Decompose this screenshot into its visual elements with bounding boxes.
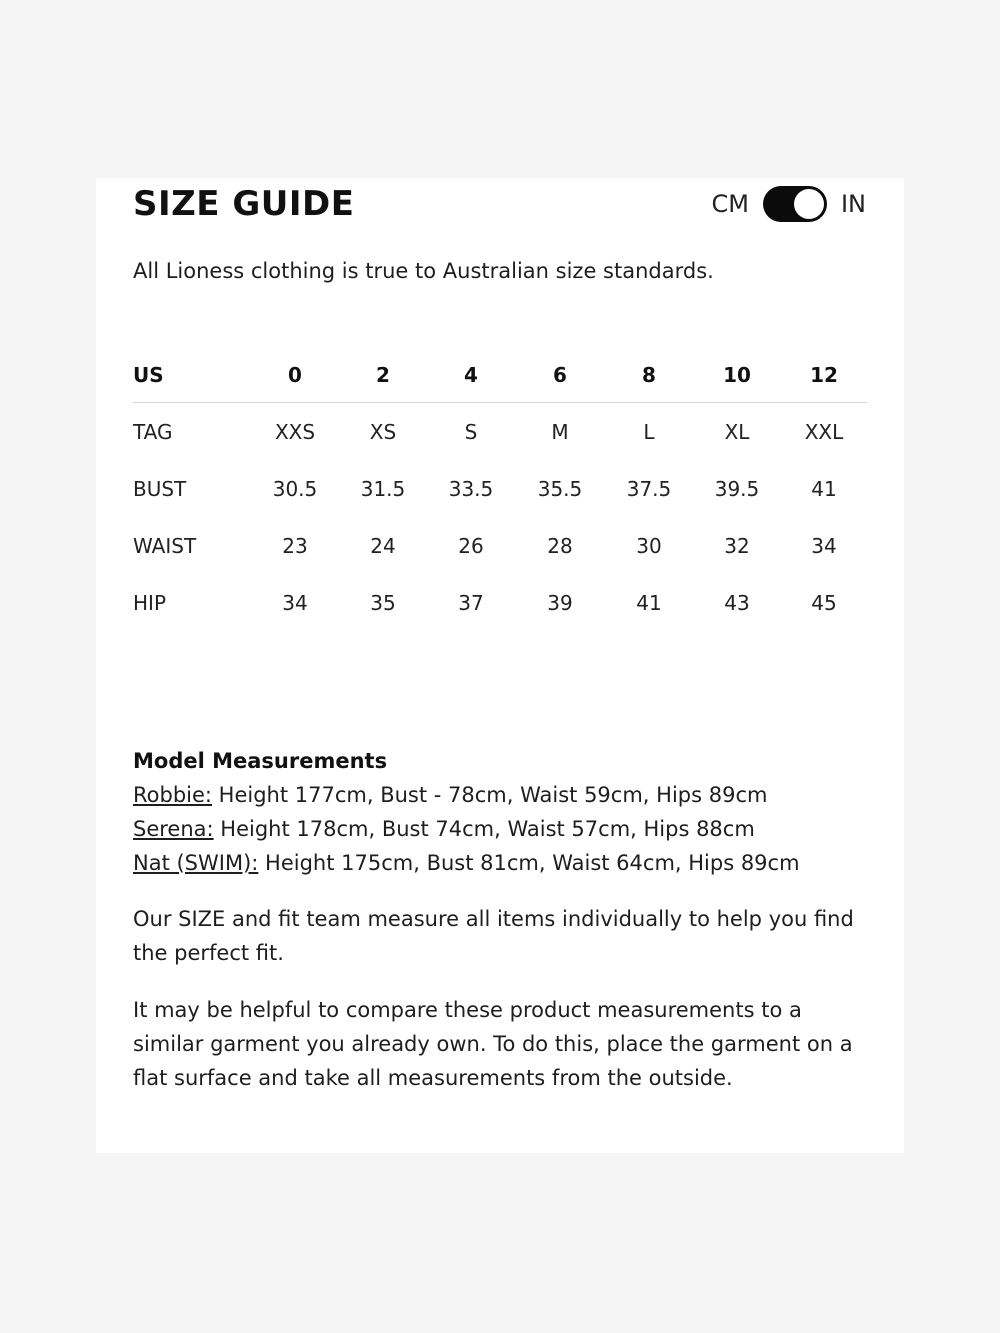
model-details: Height 177cm, Bust - 78cm, Waist 59cm, Hips 89cm bbox=[212, 783, 768, 807]
compare-garment-note: It may be helpful to compare these product measurements to a similar garment you already own. To do this, place the garment on a flat surface and take all measurements from the outside. bbox=[133, 998, 853, 1090]
row-label: WAIST bbox=[133, 533, 197, 558]
model-line-serena bbox=[133, 812, 873, 846]
page-title: SIZE GUIDE bbox=[133, 184, 355, 224]
model-details: Height 178cm, Bust 74cm, Waist 57cm, Hips 88cm bbox=[213, 817, 755, 841]
table-row-waist bbox=[133, 517, 867, 574]
table-cell: 41 bbox=[811, 476, 837, 501]
header-cell-size: 0 bbox=[251, 348, 339, 403]
table-cell: 33.5 bbox=[448, 476, 494, 501]
table-cell: 34 bbox=[282, 590, 308, 615]
row-label: HIP bbox=[133, 590, 166, 615]
fit-team-note: Our SIZE and fit team measure all items individually to help you find the perfect fit. bbox=[133, 907, 854, 965]
header-cell-size: 2 bbox=[339, 348, 427, 403]
table-cell: 26 bbox=[458, 533, 484, 558]
table-cell: XL bbox=[724, 419, 750, 444]
row-label: TAG bbox=[133, 419, 173, 444]
model-name: Robbie: bbox=[133, 783, 212, 807]
model-details: Height 175cm, Bust 81cm, Waist 64cm, Hips 89cm bbox=[258, 851, 800, 875]
table-cell: 39 bbox=[547, 590, 573, 615]
table-cell: L bbox=[643, 419, 655, 444]
table-cell: 28 bbox=[547, 533, 573, 558]
model-measurements-heading: Model Measurements bbox=[133, 749, 388, 773]
table-cell: 23 bbox=[282, 533, 308, 558]
table-cell: XXL bbox=[804, 419, 844, 444]
switch-knob bbox=[794, 189, 824, 219]
table-row-bust bbox=[133, 460, 867, 517]
table-cell: 41 bbox=[636, 590, 662, 615]
unit-in-label[interactable]: IN bbox=[840, 190, 866, 218]
table-cell: 39.5 bbox=[714, 476, 760, 501]
header-cell-size: 8 bbox=[605, 348, 693, 403]
table-cell: 24 bbox=[370, 533, 396, 558]
intro-text: All Lioness clothing is true to Australian size standards. bbox=[133, 259, 714, 283]
model-name: Serena: bbox=[133, 817, 214, 841]
model-line-nat bbox=[133, 846, 873, 880]
table-cell: XS bbox=[369, 419, 397, 444]
table-cell: M bbox=[551, 419, 569, 444]
table-cell: 30 bbox=[636, 533, 662, 558]
header-cell-us: US bbox=[133, 348, 251, 403]
row-label: BUST bbox=[133, 476, 187, 501]
table-cell: 43 bbox=[724, 590, 750, 615]
table-cell: 45 bbox=[811, 590, 837, 615]
table-cell: 34 bbox=[811, 533, 837, 558]
table-cell: XXS bbox=[274, 419, 316, 444]
unit-switch[interactable] bbox=[763, 186, 827, 222]
table-cell: 30.5 bbox=[272, 476, 318, 501]
unit-cm-label[interactable]: CM bbox=[711, 190, 749, 218]
table-cell: S bbox=[464, 419, 478, 444]
size-table bbox=[133, 348, 867, 631]
table-header-row bbox=[133, 348, 867, 403]
model-measurements bbox=[133, 744, 873, 880]
table-cell: 31.5 bbox=[360, 476, 406, 501]
header-cell-size: 10 bbox=[693, 348, 781, 403]
table-row-tag bbox=[133, 403, 867, 461]
size-guide-panel bbox=[96, 178, 904, 1153]
table-cell: 32 bbox=[724, 533, 750, 558]
model-name: Nat (SWIM): bbox=[133, 851, 259, 875]
table-cell: 35 bbox=[370, 590, 396, 615]
unit-toggle bbox=[712, 186, 867, 222]
header-cell-size: 6 bbox=[515, 348, 605, 403]
header-cell-size: 12 bbox=[781, 348, 867, 403]
table-row-hip bbox=[133, 574, 867, 631]
table-cell: 37.5 bbox=[626, 476, 672, 501]
table-cell: 35.5 bbox=[537, 476, 583, 501]
header-cell-size: 4 bbox=[427, 348, 515, 403]
table-cell: 37 bbox=[458, 590, 484, 615]
model-line-robbie bbox=[133, 778, 873, 812]
